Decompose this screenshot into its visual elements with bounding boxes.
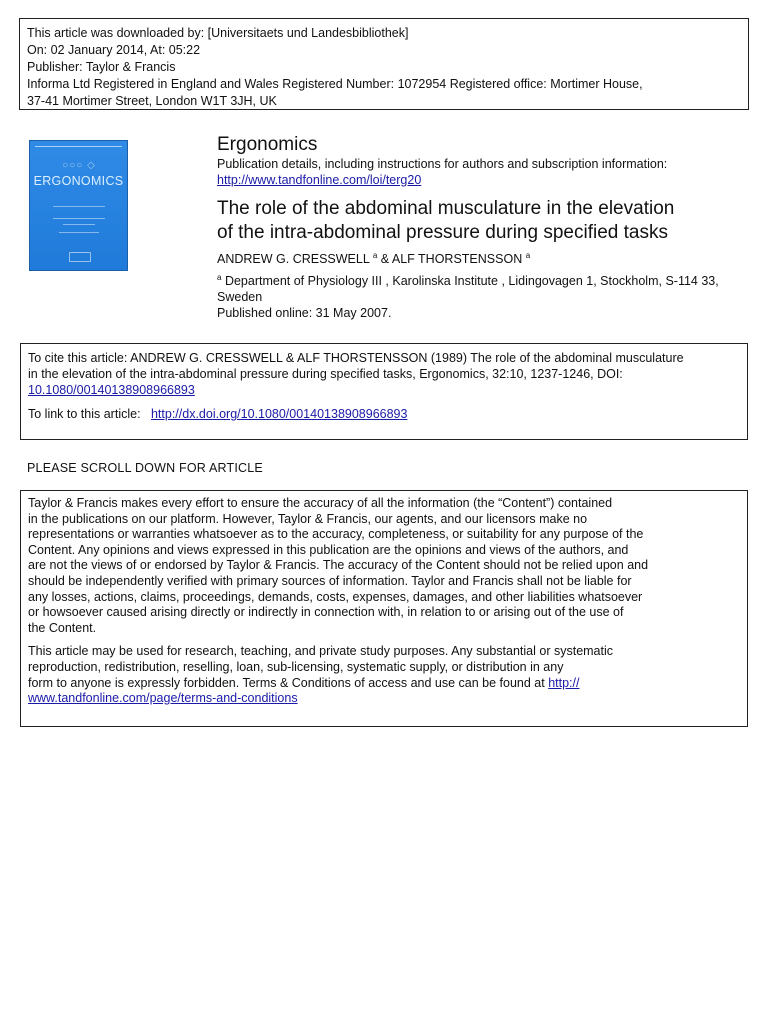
download-line: This article was downloaded by: [Universitaets und Landesbibliothek] (27, 26, 409, 40)
terms-line: Taylor & Francis makes every effort to ensure the accuracy of all the information (the “Content”) contained (28, 496, 613, 510)
article-title-line: The role of the abdominal musculature in the elevation (217, 198, 675, 219)
terms-paragraph (28, 644, 739, 706)
affiliation-marker: a (372, 251, 378, 260)
terms-line: representations or warranties whatsoever as to the accuracy, completeness, or suitability for any purpose of the (28, 527, 644, 542)
cover-title: ERGONOMICS (33, 174, 124, 188)
terms-line: are not the views of or endorsed by Taylor & Francis. The accuracy of the Content should not be relied upon and (28, 558, 649, 573)
terms-line: Content. Any opinions and views expressed in this publication are the opinions and views of the authors, and (28, 542, 629, 557)
article-link-label: To link to this article: (28, 407, 148, 421)
article-link[interactable]: http://dx.doi.org/10.1080/00140138908966893 (150, 407, 408, 421)
terms-line: the Content. (28, 620, 97, 635)
affiliation-marker: a (217, 273, 222, 282)
affiliation (217, 270, 747, 305)
terms-line: should be independently verified with primary sources of information. Taylor and Francis shall not be liable for (28, 573, 632, 588)
article-link-row (28, 406, 739, 422)
citation-line: To cite this article: ANDREW G. CRESSWELL & ALF THORSTENSSON (1989) The role of the abdominal musculature (28, 351, 684, 365)
author-name: ANDREW G. CRESSWELL (217, 252, 370, 266)
journal-url-link[interactable]: http://www.tandfonline.com/loi/terg20 (217, 173, 422, 187)
terms-paragraph (28, 496, 739, 636)
terms-line: or howsoever caused arising directly or indirectly in connection with, in relation to or arising out of the use of (28, 605, 624, 620)
terms-link[interactable]: www.tandfonline.com/page/terms-and-conditions (28, 691, 298, 706)
terms-line: This article may be used for research, teaching, and private study purposes. Any substantial or systematic (28, 644, 614, 659)
author-name: & ALF THORSTENSSON (377, 252, 523, 266)
article-title (217, 197, 747, 245)
doi-link[interactable]: 10.1080/00140138908966893 (28, 383, 195, 397)
affiliation-text: Sweden (217, 290, 263, 304)
journal-cover-image (29, 140, 128, 271)
cover-ornament-icon: ○○○ ◇ (62, 160, 96, 171)
authors (217, 248, 747, 267)
download-notice-box (19, 18, 749, 110)
publication-details: Publication details, including instructions for authors and subscription information: (217, 157, 668, 171)
download-line: Informa Ltd Registered in England and Wales Registered Number: 1072954 Registered office: Mortimer House, (27, 77, 643, 91)
publisher-logo-icon (69, 252, 91, 262)
published-date: Published online: 31 May 2007. (217, 306, 392, 320)
terms-box (20, 490, 748, 727)
cover-rule (59, 232, 99, 233)
citation-line: in the elevation of the intra-abdominal pressure during specified tasks, Ergonomics, 32:10, 1237-1246, DOI: (28, 367, 623, 381)
affiliation-text: Department of Physiology III , Karolinska Institute , Lidingovagen 1, Stockholm, S-114 33, (224, 274, 719, 288)
cover-rule (63, 224, 95, 225)
download-line: On: 02 January 2014, At: 05:22 (27, 43, 201, 57)
download-line: 37-41 Mortimer Street, London W1T 3JH, UK (27, 94, 277, 108)
cover-rule (53, 218, 105, 219)
journal-info (217, 134, 747, 321)
terms-line: in the publications on our platform. However, Taylor & Francis, our agents, and our licensors make no (28, 511, 588, 526)
terms-line: form to anyone is expressly forbidden. Terms & Conditions of access and use can be found at (28, 675, 549, 690)
affiliation-marker: a (525, 251, 531, 260)
citation-box (20, 343, 748, 440)
download-line: Publisher: Taylor & Francis (27, 60, 176, 74)
terms-line: reproduction, redistribution, reselling, loan, sub-licensing, systematic supply, or distribution in any (28, 659, 564, 674)
article-title-line: of the intra-abdominal pressure during specified tasks (217, 222, 668, 243)
journal-name: Ergonomics (217, 134, 318, 155)
scroll-notice: PLEASE SCROLL DOWN FOR ARTICLE (27, 461, 263, 475)
terms-line: any losses, actions, claims, proceedings, demands, costs, expenses, damages, and other liabilities whatsoever (28, 589, 643, 604)
cover-rule (53, 206, 105, 207)
cover-rule (35, 146, 122, 150)
terms-link[interactable]: http:// (548, 675, 580, 690)
